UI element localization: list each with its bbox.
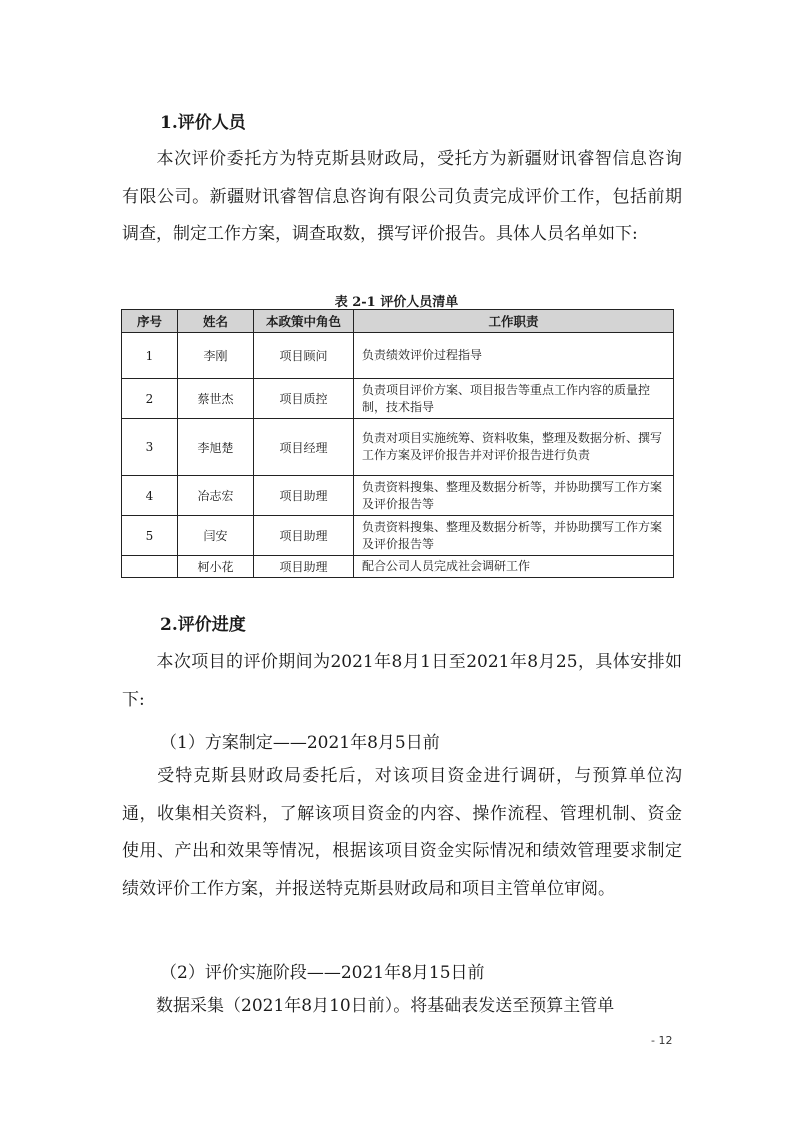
cell-duty: 负责资料搜集、整理及数据分析等，并协助撰写工作方案及评价报告等 xyxy=(354,516,674,556)
table-row xyxy=(122,476,674,516)
cell-no: 5 xyxy=(122,516,178,556)
page-number: - 12 xyxy=(651,1034,673,1047)
cell-duty: 配合公司人员完成社会调研工作 xyxy=(354,556,674,578)
step1-title: （1）方案制定——2021年8月5日前 xyxy=(160,733,440,753)
cell-name: 柯小花 xyxy=(178,556,254,578)
section2-heading: 2.评价进度 xyxy=(160,615,246,635)
header-role: 本政策中角色 xyxy=(254,310,354,333)
cell-role: 项目顾问 xyxy=(254,333,354,379)
cell-no: 1 xyxy=(122,333,178,379)
cell-duty: 负责对项目实施统筹、资料收集，整理及数据分析、撰写工作方案及评价报告并对评价报告进行负责 xyxy=(354,419,674,476)
header-duty: 工作职责 xyxy=(354,310,674,333)
cell-role: 项目质控 xyxy=(254,379,354,419)
cell-duty: 负责绩效评价过程指导 xyxy=(354,333,674,379)
cell-role: 项目助理 xyxy=(254,516,354,556)
cell-role: 项目助理 xyxy=(254,556,354,578)
table-row xyxy=(122,419,674,476)
cell-name: 蔡世杰 xyxy=(178,379,254,419)
section1-paragraph xyxy=(122,141,682,254)
cell-duty: 负责项目评价方案、项目报告等重点工作内容的质量控制，技术指导 xyxy=(354,379,674,419)
cell-no: 4 xyxy=(122,476,178,516)
cell-no: 3 xyxy=(122,419,178,476)
cell-no: 2 xyxy=(122,379,178,419)
cell-no xyxy=(122,556,178,578)
section1-heading: 1.评价人员 xyxy=(160,113,246,133)
step1-paragraph xyxy=(122,758,682,908)
cell-role: 项目助理 xyxy=(254,476,354,516)
header-no: 序号 xyxy=(122,310,178,333)
section1-paragraph-text: 本次评价委托方为特克斯县财政局，受托方为新疆财讯睿智信息咨询有限公司。新疆财讯睿智信息咨询有限公司负责完成评价工作，包括前期调查，制定工作方案，调查取数，撰写评价报告。具体人员名单如下: xyxy=(122,149,682,244)
table-row xyxy=(122,379,674,419)
step1-paragraph-text: 受特克斯县财政局委托后，对该项目资金进行调研，与预算单位沟通，收集相关资料，了解该项目资金的内容、操作流程、管理机制、资金使用、产出和效果等情况，根据该项目资金实际情况和绩效管理要求制定绩效评价工作方案，并报送特克斯县财政局和项目主管单位审阅。 xyxy=(122,766,682,899)
table-row xyxy=(122,333,674,379)
step2-paragraph-text: 数据采集（2021年8月10日前）。将基础表发送至预算主管单 xyxy=(156,996,615,1016)
cell-name: 冶志宏 xyxy=(178,476,254,516)
cell-name: 李刚 xyxy=(178,333,254,379)
step2-paragraph xyxy=(122,988,682,1026)
personnel-table xyxy=(121,309,674,578)
table-caption: 表 2-1 评价人员清单 xyxy=(334,295,459,310)
table-row xyxy=(122,516,674,556)
cell-name: 李旭楚 xyxy=(178,419,254,476)
step2-title: （2）评价实施阶段——2021年8月15日前 xyxy=(160,963,485,983)
header-name: 姓名 xyxy=(178,310,254,333)
table-row xyxy=(122,556,674,578)
table-header-row xyxy=(122,310,674,333)
section2-intro-text: 本次项目的评价期间为2021年8月1日至2021年8月25，具体安排如下: xyxy=(122,652,682,710)
section2-intro xyxy=(122,644,682,719)
cell-name: 闫安 xyxy=(178,516,254,556)
cell-role: 项目经理 xyxy=(254,419,354,476)
cell-duty: 负责资料搜集、整理及数据分析等，并协助撰写工作方案及评价报告等 xyxy=(354,476,674,516)
